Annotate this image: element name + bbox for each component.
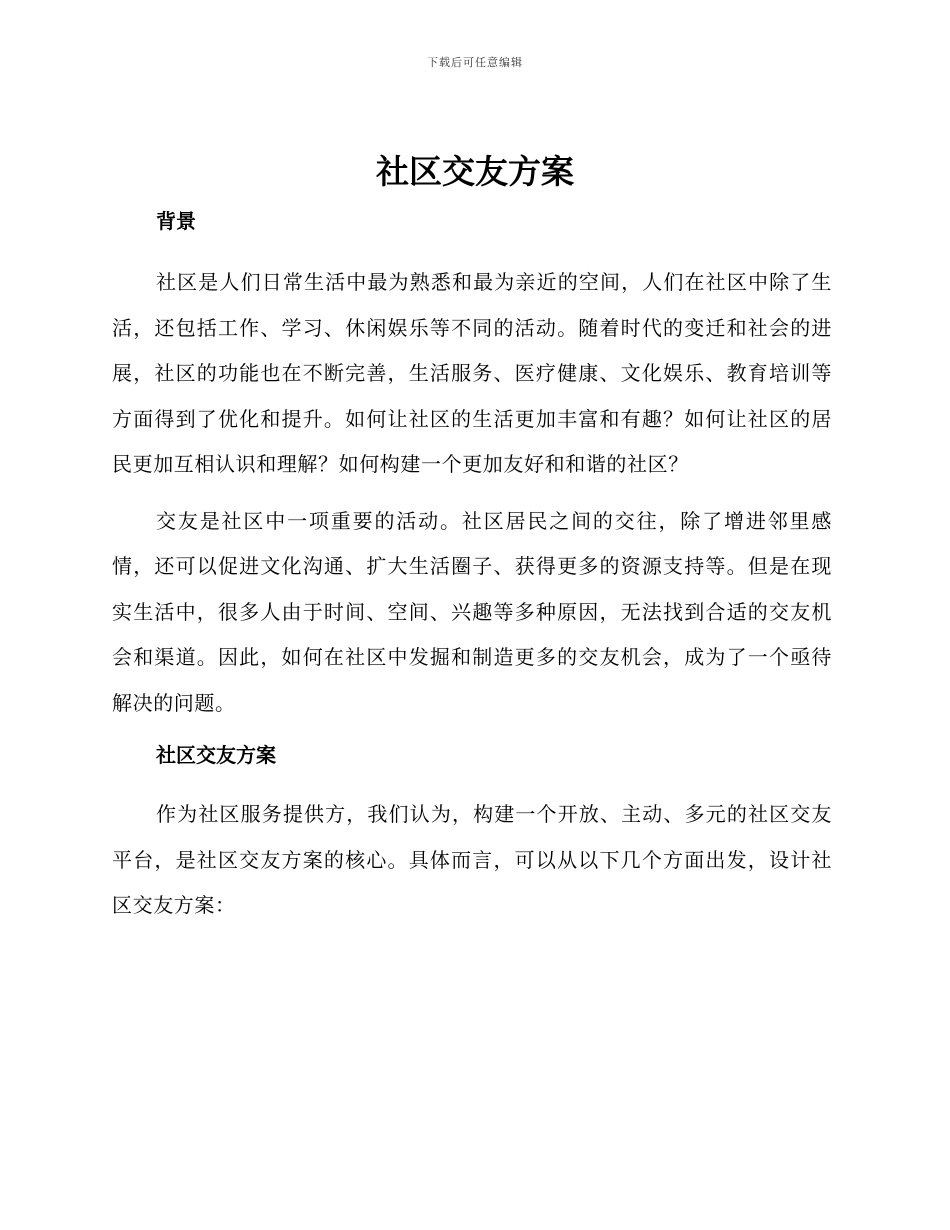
section-background	[112, 206, 832, 726]
section-heading-plan: 社区交友方案	[156, 743, 276, 767]
section-plan	[112, 740, 832, 929]
page-header-note: 下载后可任意编辑	[427, 56, 523, 69]
document-body	[112, 206, 832, 940]
paragraph-background-1: 社区是人们日常生活中最为熟悉和最为亲近的空间，人们在社区中除了生活，还包括工作、学习、休闲娱乐等不同的活动。随着时代的变迁和社会的进展，社区的功能也在不断完善，生活服务、医疗健康、文化娱乐、教育培训等方面得到了优化和提升。如何让社区的生活更加丰富和有趣？如何让社区的居民更加互相认识和理解？如何构建一个更加友好和和谐的社区？	[112, 270, 832, 476]
paragraph-plan-1: 作为社区服务提供方，我们认为，构建一个开放、主动、多元的社区交友平台，是社区交友方案的核心。具体而言，可以从以下几个方面出发，设计社区交友方案：	[112, 802, 832, 917]
section-heading-background: 背景	[156, 209, 196, 233]
paragraph-background-2: 交友是社区中一项重要的活动。社区居民之间的交往，除了增进邻里感情，还可以促进文化沟通、扩大生活圈子、获得更多的资源支持等。但是在现实生活中，很多人由于时间、空间、兴趣等多种原因，无法找到合适的交友机会和渠道。因此，如何在社区中发掘和制造更多的交友机会，成为了一个亟待解决的问题。	[112, 508, 832, 715]
document-title: 社区交友方案	[376, 152, 574, 191]
